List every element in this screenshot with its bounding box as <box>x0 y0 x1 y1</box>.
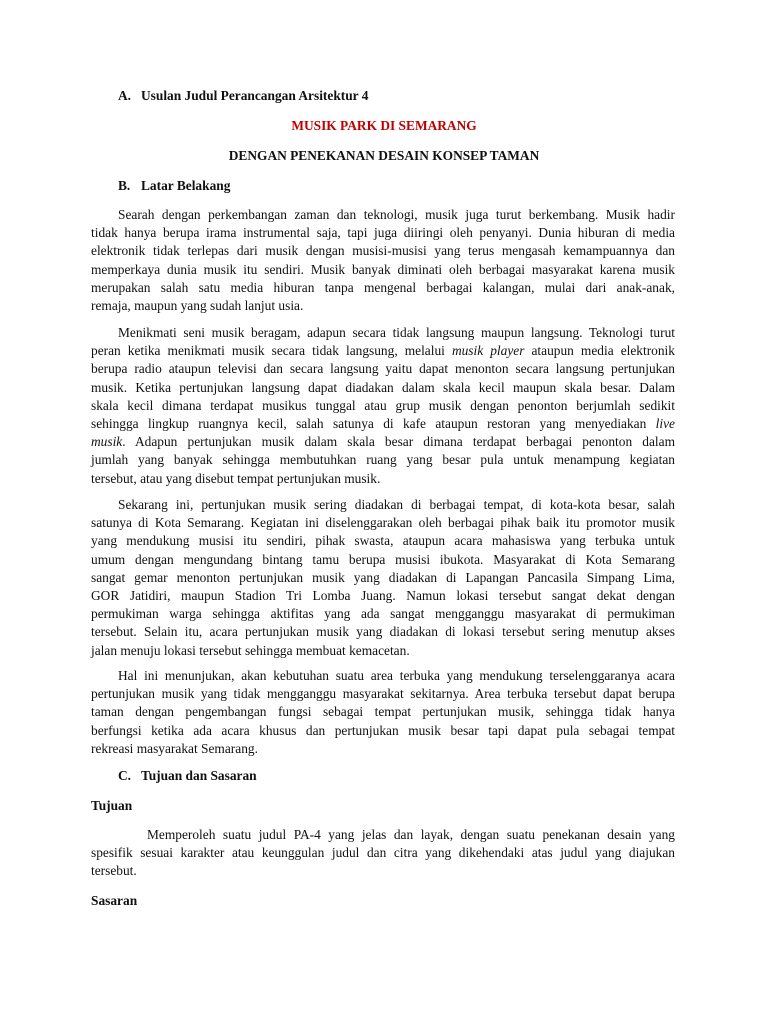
paragraph-line: musik. Ketika pertunjukan langsung dapat diadakan dalam skala kecil maupun skala besar. Dalam <box>91 379 675 395</box>
paragraph-line: memperkaya dunia musik itu sendiri. Musik banyak diminati oleh berbagai masyarakat karena musik <box>91 261 675 277</box>
paragraph-line: jumlah yang banyak sehingga membutuhkan ruang yang besar pula untuk menampung kegiatan <box>91 452 675 468</box>
text-run: . Adapun pertunjukan musik dalam skala besar dimana terdapat berbagai penonton dalam <box>122 434 675 450</box>
paragraph-line: berfungsi ketika ada acara khusus dan pertunjukan musik besar tapi dapat pula sebagai tempat <box>91 722 675 738</box>
paragraph-5 <box>91 826 675 881</box>
italic-term: musik player <box>451 343 525 359</box>
section-b-title: Latar Belakang <box>141 178 231 193</box>
paragraph-line: Menikmati seni musik beragam, adapun secara tidak langsung maupun langsung. Teknologi turut <box>118 325 675 340</box>
paragraph-line: tidak hanya berupa irama instrumental saja, tapi juga diiringi oleh penyanyi. Dunia hiburan di media <box>91 225 675 241</box>
paragraph-line <box>91 342 675 360</box>
tujuan-heading: Tujuan <box>91 798 133 813</box>
text-run: sehingga lingkup ruangnya kecil, salah satunya di kafe ataupun restoran yang menyediakan <box>91 415 656 431</box>
paragraph-line: yang mendukung musisi itu sendiri, pihak swasta, ataupun acara mahasiswa yang terbuka untuk <box>91 533 675 549</box>
section-c-heading <box>118 767 257 785</box>
paragraph-4 <box>91 667 675 758</box>
paragraph-line: Memperoleh suatu judul PA-4 yang jelas dan layak, dengan suatu penekanan desain yang <box>147 827 675 842</box>
paragraph-line: sangat gemar menonton pertunjukan musik yang diadakan di Lapangan Pancasila Simpang Lima, <box>91 569 675 585</box>
text-run: ataupun media elektronik <box>524 343 675 359</box>
paragraph-line: remaja, maupun yang sudah lanjut usia. <box>91 297 304 313</box>
subtitle: DENGAN PENEKANAN DESAIN KONSEP TAMAN <box>228 148 540 163</box>
paragraph-line <box>91 415 675 433</box>
section-b-number: B. <box>118 178 131 193</box>
paragraph-line: Sekarang ini, pertunjukan musik sering diadakan di berbagai tempat, di kota-kota besar, salah <box>118 497 675 512</box>
paragraph-line: taman dengan pengembangan fungsi sebagai tempat pertunjukan musik, sehingga tidak hanya <box>91 704 675 720</box>
main-title: MUSIK PARK DI SEMARANG <box>291 118 477 133</box>
paragraph-line: tersebut. Selain itu, acara pertunjukan musik yang diadakan di lokasi tersebut sering menutup akses <box>91 624 675 640</box>
text-run: peran ketika menikmati musik secara tidak langsung, melalui <box>91 343 452 359</box>
section-c-number: C. <box>118 768 132 783</box>
paragraph-line: elektronik tidak terlepas dari musik dengan musisi-musisi yang terus mengasah kemampuannya dan <box>91 243 675 259</box>
paragraph-line: umum dengan mengundang bintang tamu berupa musisi ibukota. Masyarakat di Kota Semarang <box>91 551 675 567</box>
paragraph-line: rekreasi masyarakat Semarang. <box>91 740 258 756</box>
paragraph-line: skala kecil dimana terdapat musikus tunggal atau grup musik dengan penonton berjumlah sedikit <box>91 397 675 413</box>
paragraph-line <box>91 433 675 451</box>
italic-term: live <box>655 415 675 431</box>
paragraph-line: jalan menuju lokasi tersebut sehingga membuat kemacetan. <box>91 642 410 658</box>
paragraph-3 <box>91 496 675 660</box>
paragraph-line: merupakan salah satu media hiburan tanpa mengenal berbagai kalangan, mulai dari anak-anak, <box>91 279 675 295</box>
paragraph-2 <box>91 324 675 488</box>
paragraph-line: permukiman warga sehingga aktifitas yang ada sangat mengganggu masyarakat di permukiman <box>91 606 675 622</box>
paragraph-1 <box>91 206 675 315</box>
section-a-title: Usulan Judul Perancangan Arsitektur 4 <box>141 88 369 103</box>
paragraph-line: spesifik sesuai karakter atau keunggulan judul dan citra yang dikehendaki atas judul yang diajukan <box>91 845 675 861</box>
section-c-title: Tujuan dan Sasaran <box>141 768 257 783</box>
paragraph-line: GOR Jatidiri, maupun Stadion Tri Lomba Juang. Namun lokasi tersebut sangat dekat dengan <box>91 587 675 603</box>
paragraph-line: berupa radio ataupun televisi dan secara langsung yaitu dapat menonton secara langsung pertunjukan <box>91 361 675 377</box>
paragraph-line: Searah dengan perkembangan zaman dan teknologi, musik juga turut berkembang. Musik hadir <box>118 207 675 222</box>
section-a-heading <box>118 87 368 105</box>
paragraph-line: tersebut, atau yang disebut tempat pertunjukan musik. <box>91 470 381 486</box>
paragraph-line: pertunjukan musik yang tidak mengganggu masyarakat sekitarnya. Area terbuka tersebut dapat berupa <box>91 686 675 702</box>
sasaran-heading: Sasaran <box>91 893 138 908</box>
section-a-number: A. <box>118 88 132 103</box>
paragraph-line: Hal ini menunjukan, akan kebutuhan suatu area terbuka yang mendukung terselenggaranya acara <box>118 668 675 683</box>
paragraph-line: satunya di Kota Semarang. Kegiatan ini diselenggarakan oleh berbagai pihak baik itu promotor musik <box>91 515 675 531</box>
section-b-heading <box>118 177 230 195</box>
italic-term: musik <box>91 434 123 450</box>
paragraph-line: tersebut. <box>91 863 137 879</box>
